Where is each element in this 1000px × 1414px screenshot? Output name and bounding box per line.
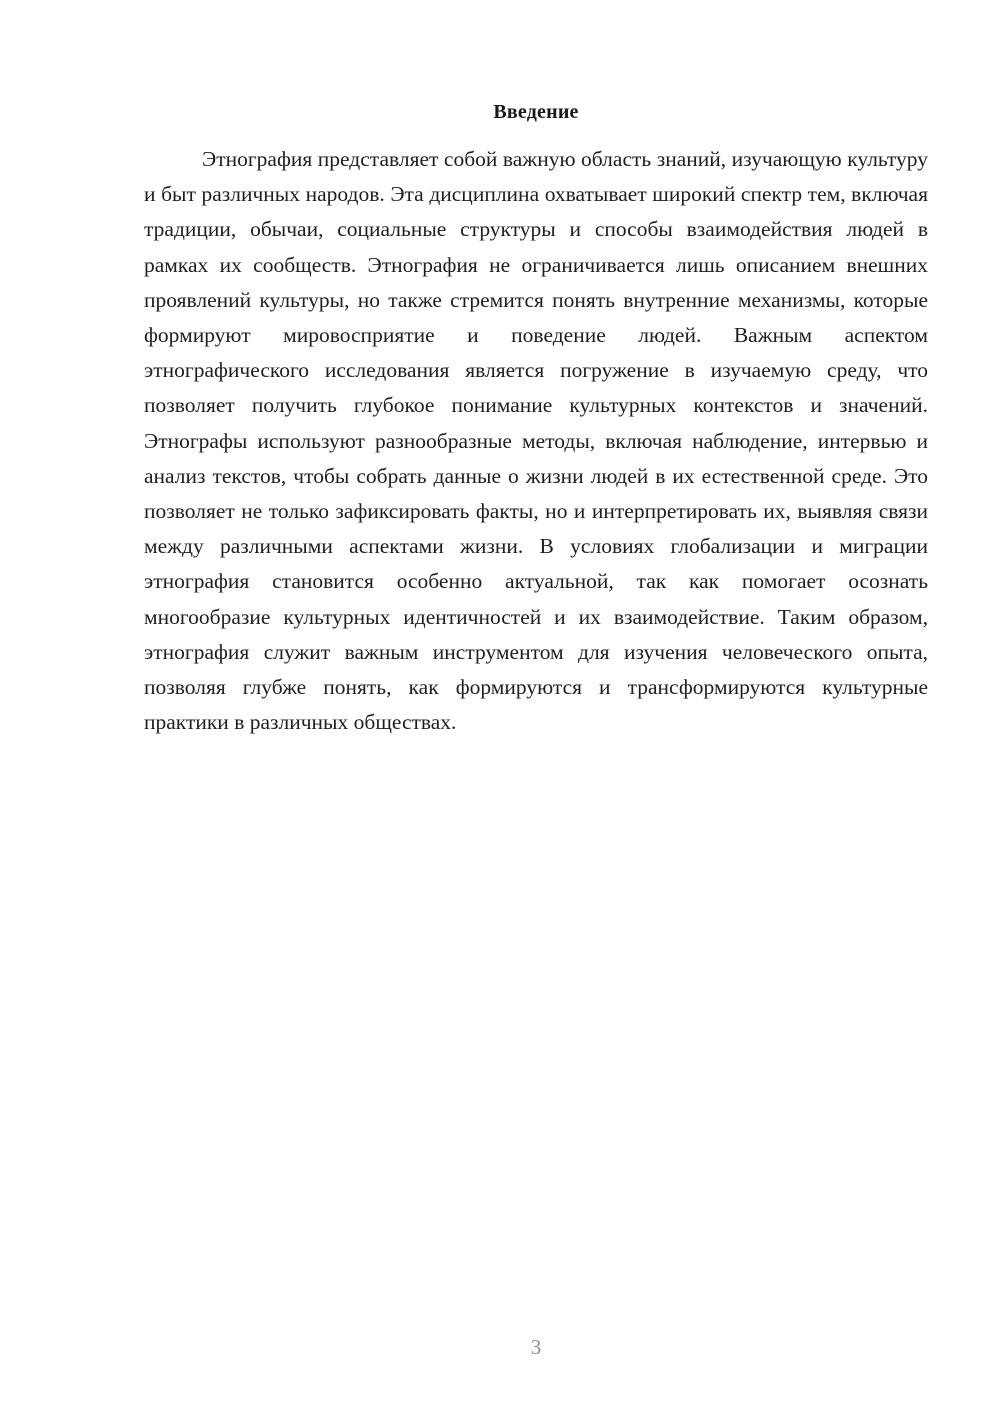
- section-heading: Введение: [493, 101, 579, 123]
- page-number: 3: [530, 1335, 542, 1359]
- body-paragraph: Этнография представляет собой важную область знаний, изучающую культуру и быт различных народов. Эта дисциплина охватывает широкий спектр тем, включая традиции, обычаи, социальные структуры и способы взаимодействия людей в рамках их сообществ. Этнография не ограничивается лишь описанием внешних проявлений культуры, но также стремится понять внутренние механизмы, которые формируют мировосприятие и поведение людей. Важным аспектом этнографического исследования является погружение в изучаемую среду, что позволяет получить глубокое понимание культурных контекстов и значений. Этнографы используют разнообразные методы, включая наблюдение, интервью и анализ текстов, чтобы собрать данные о жизни людей в их естественной среде. Это позволяет не только зафиксировать факты, но и интерпретировать их, выявляя связи между различными аспектами жизни. В условиях глобализации и миграции этнография становится особенно актуальной, так как помогает осознать многообразие культурных идентичностей и их взаимодействие. Таким образом, этнография служит важным инструментом для изучения человеческого опыта, позволяя глубже понять, как формируются и трансформируются культурные практики в различных обществах.: [144, 147, 928, 735]
